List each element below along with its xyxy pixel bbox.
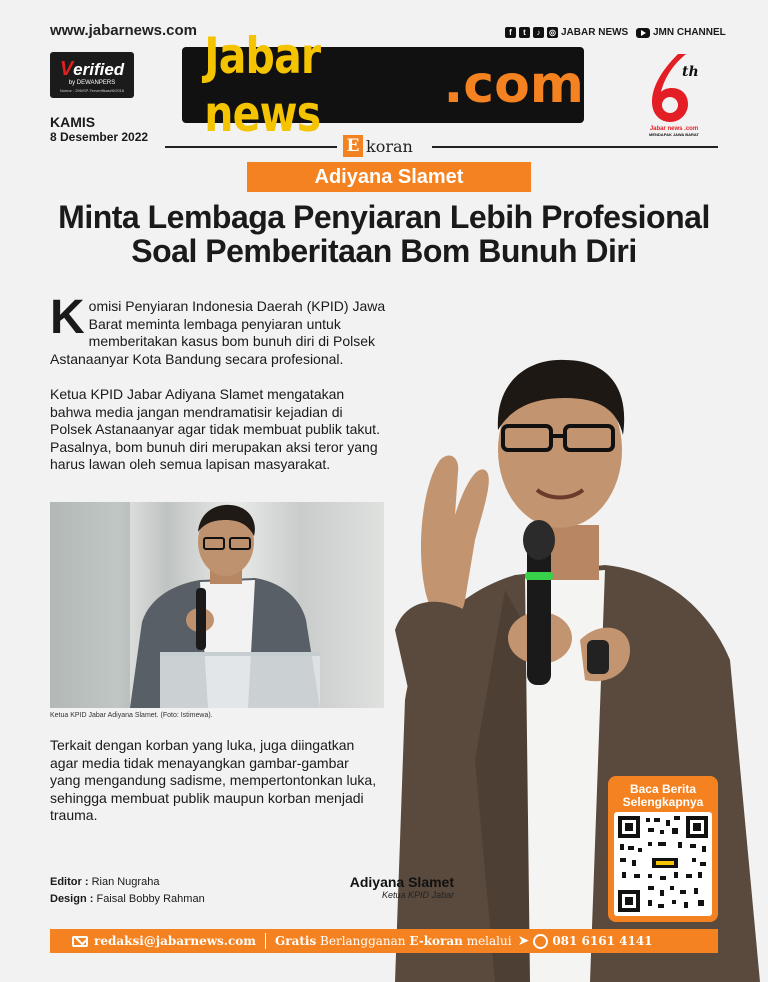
verified-badge: Verified by DEWANPERS Nomor : 296/SP-Terverifikasi/II/2016 bbox=[50, 52, 134, 98]
issue-date: 8 Desember 2022 bbox=[50, 130, 149, 144]
social-handle: JABAR NEWS bbox=[561, 27, 629, 38]
footer-ekoran: E-koran bbox=[409, 934, 463, 948]
design-label: Design : bbox=[50, 893, 94, 905]
verified-note: Nomor : 296/SP-Terverifikasi/II/2016 bbox=[59, 88, 125, 93]
youtube-channel: JMN CHANNEL bbox=[653, 27, 726, 38]
qr-title bbox=[608, 783, 718, 809]
paragraph-2: Ketua KPID Jabar Adiyana Slamet mengatakan bahwa media jangan mendramatisir kejadian di Polsek Astanaanyar agar tidak membuat publik takut. Pasalnya, bom bunuh diri merupakan aksi teror yang harus lawan oleh semua lapisan masyarakat. bbox=[50, 386, 380, 472]
youtube-icon bbox=[636, 28, 650, 38]
anniversary-suffix: th bbox=[682, 64, 699, 80]
footer-berlangganan: Berlangganan bbox=[320, 934, 406, 948]
footer-email[interactable]: redaksi@jabarnews.com bbox=[94, 934, 256, 948]
credits bbox=[50, 874, 205, 908]
ekoran-label bbox=[343, 135, 413, 157]
headline-line-1: Minta Lembaga Penyiaran Lebih Profesional bbox=[58, 199, 710, 235]
name-banner: Adiyana Slamet bbox=[247, 162, 531, 192]
paragraph-3: Terkait dengan korban yang luka, juga diingatkan agar media tidak menayangkan gambar-gambar yang mengandung sadisme, mempertontonkan luka, sehingga membuat publik maupun korban menjadi trauma. bbox=[50, 737, 377, 823]
headline-line-2: Soal Pemberitaan Bom Bunuh Diri bbox=[131, 233, 637, 269]
designer-name: Faisal Bobby Rahman bbox=[96, 893, 205, 905]
email-icon bbox=[72, 936, 88, 947]
anniversary-brand: Jabar news .com bbox=[649, 126, 699, 132]
twitter-icon[interactable]: t bbox=[519, 27, 530, 38]
issue-day: KAMIS bbox=[50, 114, 96, 130]
social-links bbox=[505, 27, 628, 38]
paragraph-1 bbox=[50, 291, 390, 368]
tiktok-icon[interactable]: ♪ bbox=[533, 27, 544, 38]
facebook-icon[interactable]: f bbox=[505, 27, 516, 38]
verified-label: erified bbox=[73, 60, 125, 79]
anniversary-badge bbox=[644, 48, 704, 136]
dropcap: K bbox=[50, 291, 85, 344]
photo-subject bbox=[300, 874, 454, 900]
photo-caption: Ketua KPID Jabar Adiyana Slamet. (Foto: Istimewa). bbox=[50, 712, 213, 719]
ekoran-word: koran bbox=[366, 136, 413, 156]
subject-name: Adiyana Slamet bbox=[349, 874, 454, 890]
whatsapp-icon[interactable] bbox=[533, 934, 548, 949]
editor-label: Editor : bbox=[50, 876, 89, 888]
qr-title-line-2: Selengkapnya bbox=[622, 795, 704, 809]
subject-role: Ketua KPID Jabar bbox=[381, 890, 454, 900]
footer-bar bbox=[50, 929, 718, 953]
masthead-logo bbox=[182, 27, 584, 143]
anniversary-tagline: MENDAPAK JAWA BARAT bbox=[649, 132, 699, 136]
divider-left bbox=[165, 146, 337, 148]
qr-code[interactable] bbox=[614, 812, 712, 916]
divider-right bbox=[432, 146, 718, 148]
paragraph-1-text: omisi Penyiaran Indonesia Daerah (KPID) Jawa Barat meminta lembaga penyiaran untuk memberitakan kasus bom bunuh diri di Polsek Astanaanyar Kota Bandung secara profesional. bbox=[50, 298, 386, 367]
headline bbox=[30, 200, 738, 268]
footer-separator bbox=[265, 933, 266, 949]
instagram-icon[interactable]: ◎ bbox=[547, 27, 558, 38]
logo-domain: .com bbox=[443, 55, 584, 115]
verified-by: by DEWANPERS bbox=[68, 80, 116, 86]
ekoran-letter: E bbox=[343, 135, 363, 157]
footer-melalui: melalui bbox=[466, 934, 512, 948]
footer-gratis: Gratis bbox=[275, 934, 317, 948]
site-url[interactable]: www.jabarnews.com bbox=[50, 22, 197, 39]
qr-title-line-1: Baca Berita bbox=[629, 782, 697, 796]
editor-name: Rian Nugraha bbox=[91, 876, 160, 888]
footer-phone[interactable]: 081 6161 4141 bbox=[552, 934, 653, 948]
youtube-link[interactable] bbox=[636, 27, 726, 38]
logo-text: Jabar news bbox=[204, 27, 321, 143]
inline-photo bbox=[50, 502, 384, 708]
telegram-icon[interactable]: ➤ bbox=[517, 933, 530, 949]
